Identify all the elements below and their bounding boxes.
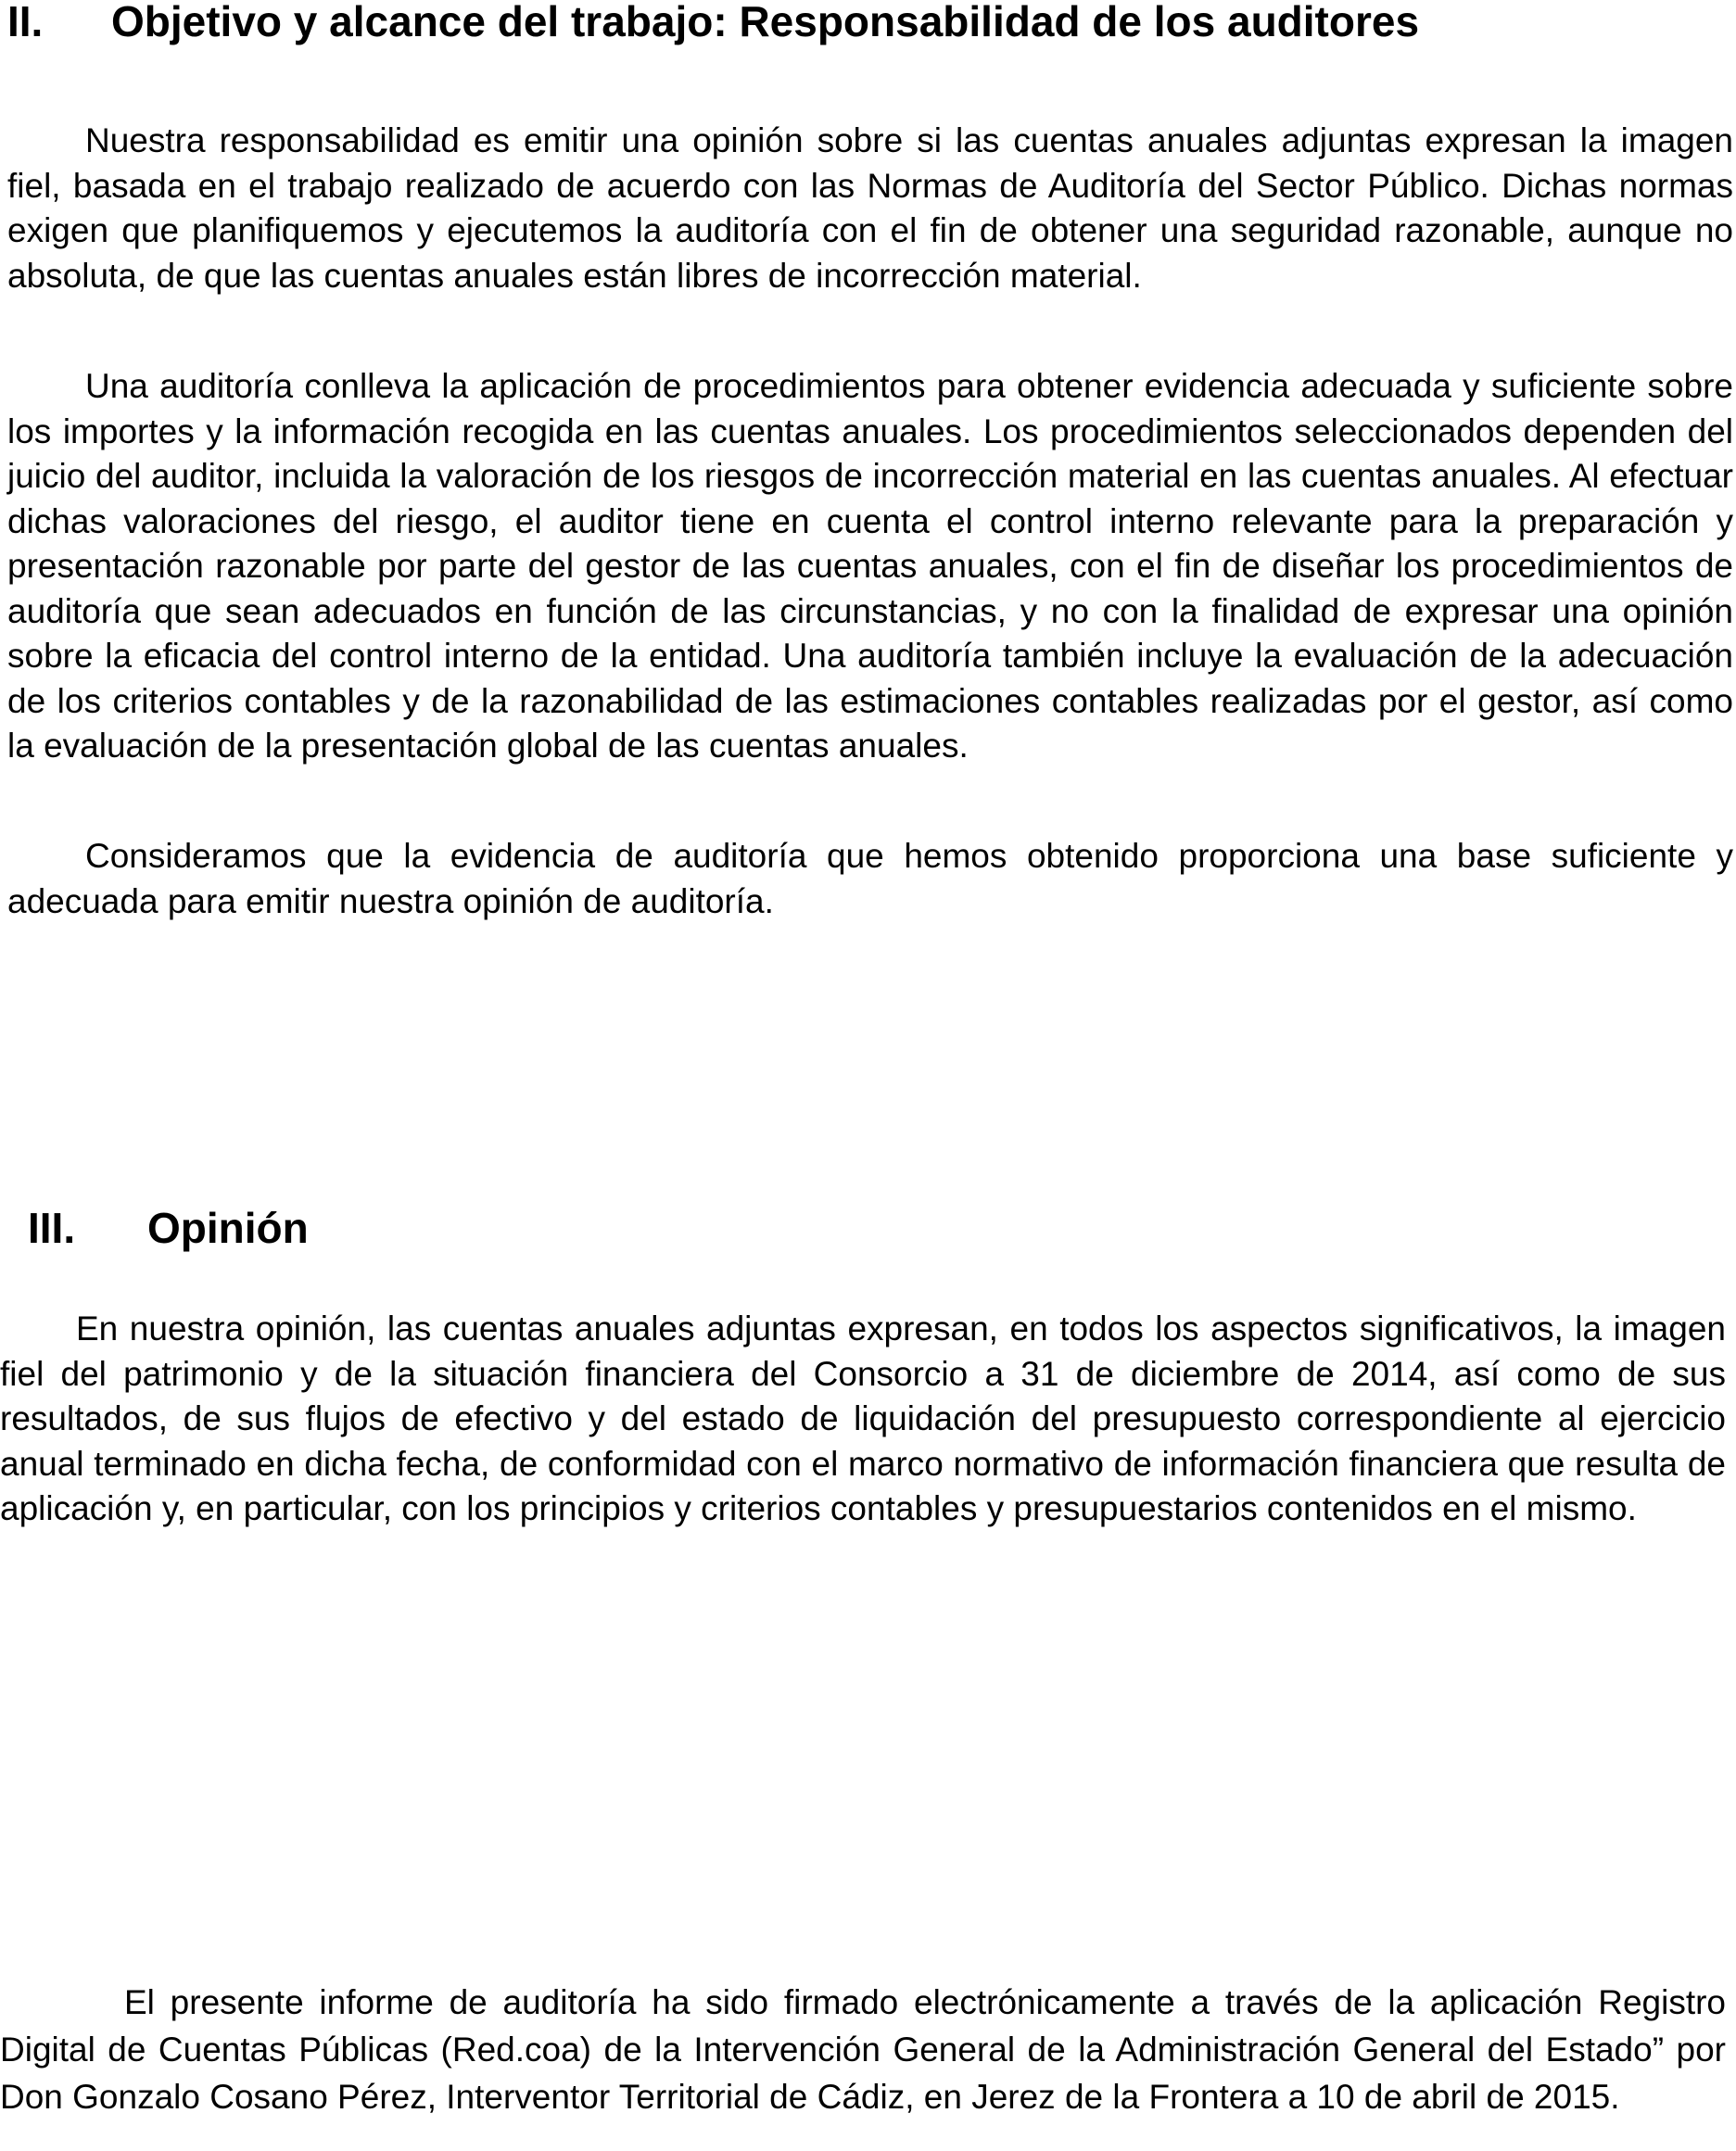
signature-note-text: El presente informe de auditoría ha sido firmado electrónicamente a través de la aplicación Registro Digital de Cuentas Públicas (Red.coa) de la Intervención General de la Administración General del Estado” por Don Gonzalo Cosano Pérez, Interventor Territorial de Cádiz, en Jerez de la Frontera a 10 de abril de 2015. [0, 1983, 1726, 2116]
section-iii-number: III. [28, 1204, 76, 1252]
section-iii-paragraph-1-text: En nuestra opinión, las cuentas anuales adjuntas expresan, en todos los aspectos significativos, la imagen fiel del patrimonio y de la situación financiera del Consorcio a 31 de diciembre de 2014, así como de sus resultados, de sus flujos de efectivo y del estado de liquidación del presupuesto correspondiente al ejercicio anual terminado en dicha fecha, de conformidad con el marco normativo de información financiera que resulta de aplicación y, en particular, con los principios y criterios contables y presupuestarios contenidos en el mismo. [0, 1310, 1726, 1527]
section-iii-title: Opinión [147, 1204, 309, 1252]
section-ii-title: Objetivo y alcance del trabajo: Responsabilidad de los auditores [111, 0, 1420, 45]
section-iii-heading [28, 1204, 309, 1252]
section-iii-paragraph-1 [0, 1307, 1726, 1532]
section-ii-paragraph-3-text: Consideramos que la evidencia de auditoría que hemos obtenido proporciona una base suficiente y adecuada para emitir nuestra opinión de auditoría. [7, 837, 1733, 920]
section-ii-number: II. [7, 0, 44, 45]
section-ii-paragraph-2-text: Una auditoría conlleva la aplicación de procedimientos para obtener evidencia adecuada y suficiente sobre los importes y la información recogida en las cuentas anuales. Los procedimientos seleccionados dependen del juicio del auditor, incluida la valoración de los riesgos de incorrección material en las cuentas anuales. Al efectuar dichas valoraciones del riesgo, el auditor tiene en cuenta el control interno relevante para la preparación y presentación razonable por parte del gestor de las cuentas anuales, con el fin de diseñar los procedimientos de auditoría que sean adecuados en función de las circunstancias, y no con la finalidad de expresar una opinión sobre la eficacia del control interno de la entidad. Una auditoría también incluye la evaluación de la adecuación de los criterios contables y de la razonabilidad de las estimaciones contables realizadas por el gestor, así como la evaluación de la presentación global de las cuentas anuales. [7, 367, 1733, 765]
section-ii-paragraph-2 [7, 364, 1733, 769]
section-ii-paragraph-1-text: Nuestra responsabilidad es emitir una opinión sobre si las cuentas anuales adjuntas expresan la imagen fiel, basada en el trabajo realizado de acuerdo con las Normas de Auditoría del Sector Público. Dichas normas exigen que planifiquemos y ejecutemos la auditoría con el fin de obtener una seguridad razonable, aunque no absoluta, de que las cuentas anuales están libres de incorrección material. [7, 121, 1733, 295]
section-ii-heading [7, 0, 1419, 43]
signature-note [0, 1979, 1726, 2120]
section-ii-paragraph-3 [7, 834, 1733, 924]
section-ii-paragraph-1 [7, 119, 1733, 298]
